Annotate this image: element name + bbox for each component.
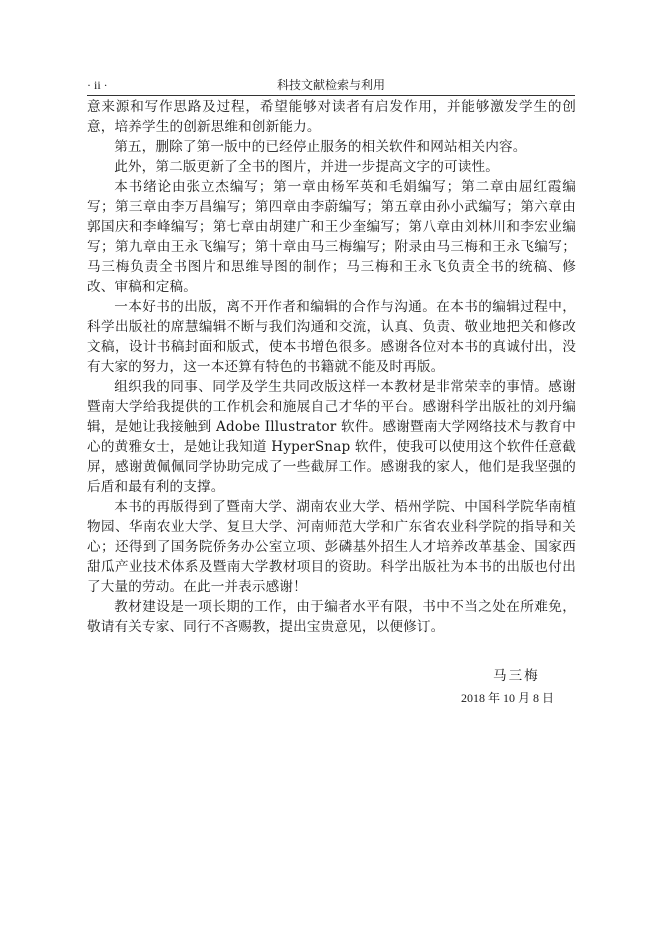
body-text [87, 97, 576, 637]
paragraph-colleagues-thanks: 组织我的同事、同学及学生共同改版这样一本教材是非常荣幸的事情。感谢暨南大学给我提供的工作机会和施展自己才华的平台。感谢科学出版社的刘丹编辑，是她让我接触到 Adobe Illustrator 软件。感谢暨南大学网络技术与教育中心的黄雅女士，是她让我知道 HyperSnap 软件，使我可以使用这个软件任意截屏，感谢黄佩佩同学协助完成了一些截屏工作。感谢我的家人，他们是我坚强的后盾和最有利的支撑。 [87, 379, 576, 495]
signature-date: 2018 年 10 月 8 日 [461, 691, 555, 705]
paragraph-fifth-change: 第五，删除了第一版中的已经停止服务的相关软件和网站相关内容。 [114, 139, 527, 155]
page-header [87, 76, 575, 94]
paragraph-institutions-thanks: 本书的再版得到了暨南大学、湖南农业大学、梧州学院、中国科学院华南植物园、华南农业大学、复旦大学、河南师范大学和广东省农业科学院的指导和关心；还得到了国务院侨务办公室立项、彭磷基外招生人才培养改革基金、国家西甜瓜产业技术体系及暨南大学教材项目的资助。科学出版社为本书的出版也付出了大量的劳动。在此一并表示感谢！ [87, 499, 576, 595]
header-rule [87, 95, 575, 96]
running-title: 科技文献检索与利用 [276, 78, 385, 92]
paragraph-continuation: 意来源和写作思路及过程，希望能够对读者有启发作用，并能够激发学生的创意，培养学生的创新思维和创新能力。 [87, 99, 576, 135]
page-number: · ii · [87, 78, 108, 92]
paragraph-authors: 本书绪论由张立杰编写；第一章由杨军英和毛娟编写；第二章由屈红霞编写；第三章由李万昌编写；第四章由李蔚编写；第五章由孙小武编写；第六章由郭国庆和李峰编写；第七章由胡建广和王少奎编写；第八章由刘林川和李宏业编写；第九章由王永飞编写；第十章由马三梅编写；附录由马三梅和王永飞编写；马三梅负责全书图片和思维导图的制作；马三梅和王永飞负责全书的统稿、修改、审稿和定稿。 [87, 179, 576, 295]
paragraph-closing: 教材建设是一项长期的工作，由于编者水平有限，书中不当之处在所难免，敬请有关专家、同行不吝赐教，提出宝贵意见，以便修订。 [87, 599, 576, 635]
author-signature: 马三梅 [493, 668, 540, 684]
paragraph-images-update: 此外，第二版更新了全书的图片，并进一步提高文字的可读性。 [114, 159, 500, 175]
paragraph-editor-thanks: 一本好书的出版，离不开作者和编辑的合作与沟通。在本书的编辑过程中，科学出版社的席慧编辑不断与我们沟通和交流，认真、负责、敬业地把关和修改文稿，设计书稿封面和版式，使本书增色很多。感谢各位对本书的真诚付出，没有大家的努力，这一本还算有特色的书籍就不能及时再版。 [87, 299, 576, 375]
